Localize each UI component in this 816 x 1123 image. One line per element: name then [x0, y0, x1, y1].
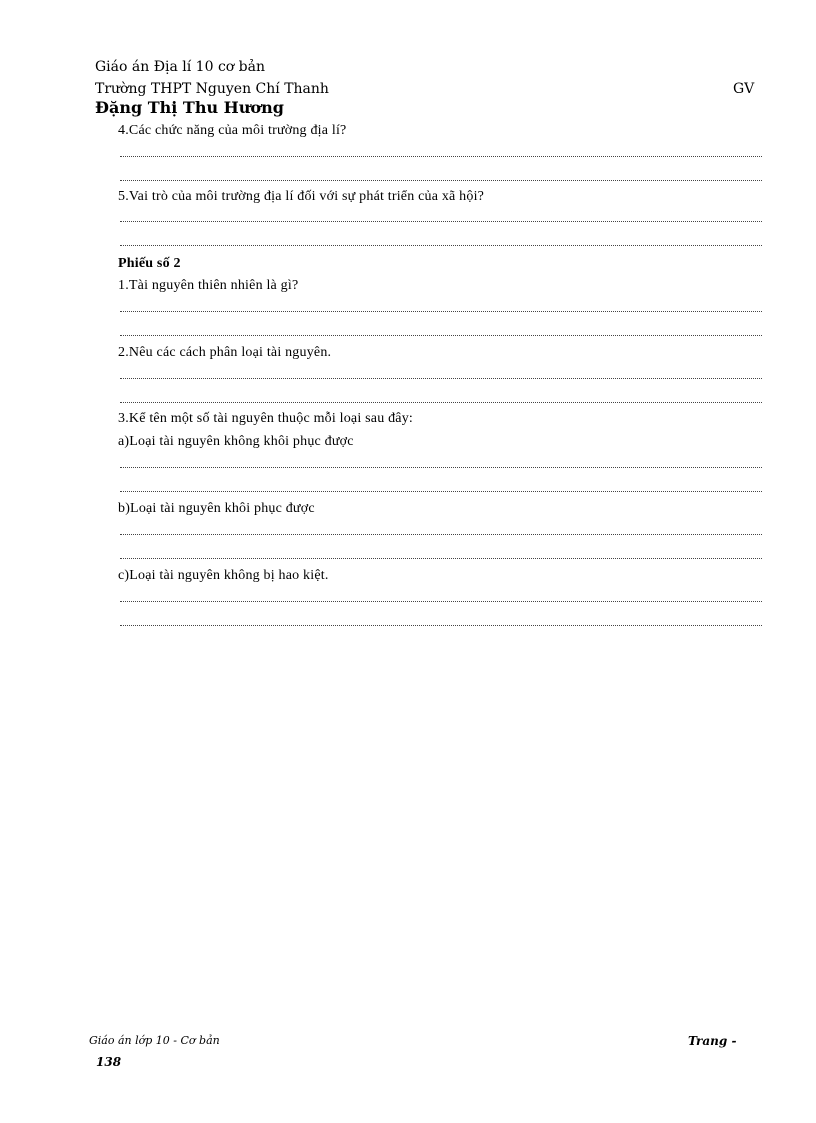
worksheet-2-title: Phiếu số 2	[118, 256, 181, 271]
footer-page-label: Trang -	[688, 1034, 737, 1048]
question-p3a: a)Loại tài nguyên không khôi phục được	[118, 434, 354, 449]
answer-line	[120, 556, 762, 559]
answer-line	[120, 154, 762, 157]
answer-line	[120, 178, 762, 181]
header-gv-label: GV	[733, 81, 755, 97]
answer-line	[120, 532, 762, 535]
answer-line	[120, 243, 762, 246]
answer-line	[120, 376, 762, 379]
question-4: 4.Các chức năng của môi trường địa lí?	[118, 123, 347, 138]
answer-line	[120, 465, 762, 468]
question-p1: 1.Tài nguyên thiên nhiên là gì?	[118, 278, 299, 293]
question-p2: 2.Nêu các cách phân loại tài nguyên.	[118, 345, 332, 360]
answer-line	[120, 333, 762, 336]
header-course-title: Giáo án Địa lí 10 cơ bản	[95, 59, 265, 75]
question-p3b: b)Loại tài nguyên khôi phục được	[118, 501, 315, 516]
header-school-name: Trường THPT Nguyen Chí Thanh	[95, 81, 329, 97]
answer-line	[120, 400, 762, 403]
answer-line	[120, 599, 762, 602]
footer-page-number: 138	[96, 1055, 122, 1069]
header-teacher-name: Đặng Thị Thu Hương	[95, 98, 284, 117]
answer-line	[120, 489, 762, 492]
question-p3c: c)Loại tài nguyên không bị hao kiệt.	[118, 568, 329, 583]
answer-line	[120, 623, 762, 626]
question-p3: 3.Kể tên một số tài nguyên thuộc mỗi loại sau đây:	[118, 411, 414, 426]
footer-course-label: Giáo án lớp 10 - Cơ bản	[89, 1034, 220, 1047]
answer-line	[120, 219, 762, 222]
answer-line	[120, 309, 762, 312]
question-5: 5.Vai trò của môi trường địa lí đối với sự phát triển của xã hội?	[118, 189, 485, 204]
